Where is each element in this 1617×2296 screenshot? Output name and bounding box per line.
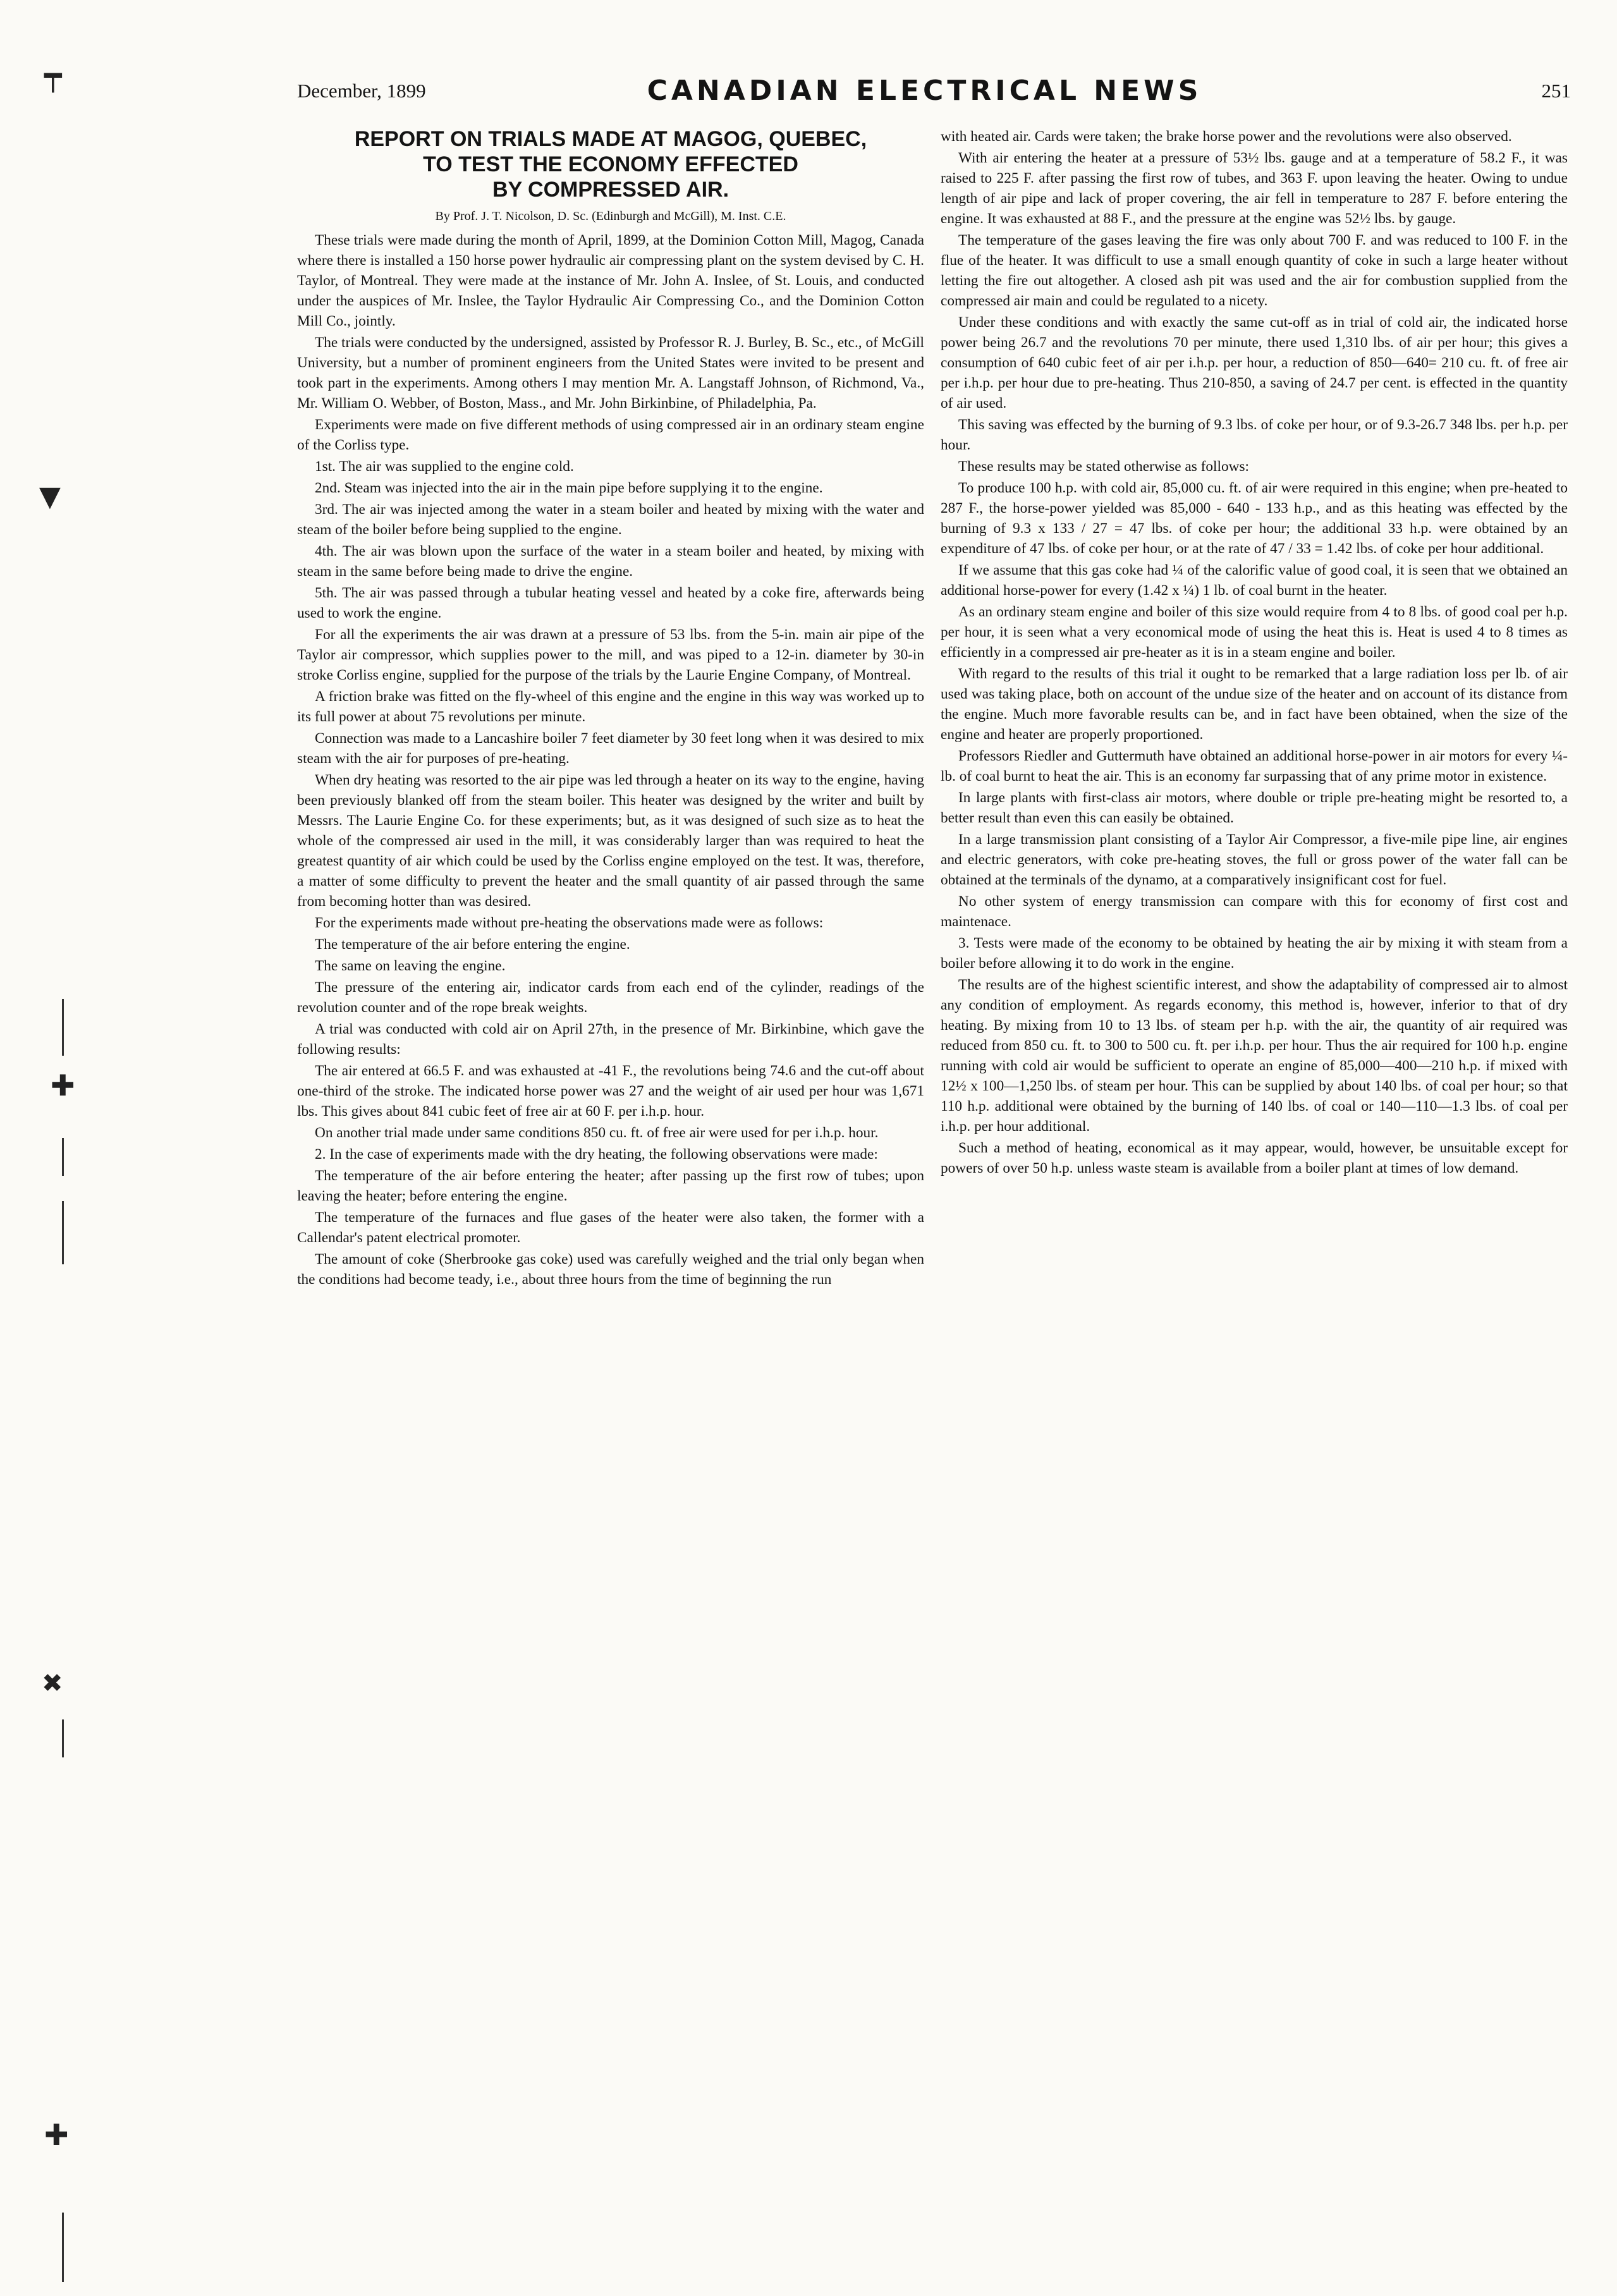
paragraph: No other system of energy transmission can compare with this for economy of first cost and maintenace.	[941, 893, 1568, 930]
paragraph: The temperature of the air before entering the engine.	[315, 936, 630, 953]
left-column-body	[297, 230, 924, 1290]
paragraph: A trial was conducted with cold air on April 27th, in the presence of Mr. Birkinbine, which gave the following results:	[297, 1021, 924, 1058]
paragraph: With air entering the heater at a pressure of 53½ lbs. gauge and at a temperature of 58.2 F., it was raised to 225 F. after passing the first row of tubes, and 363 F. upon leaving the heater. Owing to undue length of air pipe and lack of proper covering, the air fell in temperature to 287 F. before entering the engine. It was exhausted at 88 F., and the pressure at the engine was 52½ lbs. by gauge.	[941, 150, 1568, 227]
paragraph: 4th. The air was blown upon the surface of the water in a steam boiler and heated, by mixing with steam in the same before being made to drive the engine.	[297, 543, 924, 580]
paragraph: To produce 100 h.p. with cold air, 85,000 cu. ft. of air were required in this engine; when pre-heated to 287 F., the horse-power yielded was 85,000 - 640 - 133 h.p., and as this heating was effected by the burning of 9.3 x 133 / 27 = 47 lbs. of coke per hour; the additional 33 h.p. were obtained by an expenditure of 47 lbs. of coke per hour, or at the rate of 47 / 33 = 1.42 lbs. of coke per hour additional.	[941, 480, 1568, 557]
paragraph: With regard to the results of this trial it ought to be remarked that a large radiation loss per lb. of air used was taking place, both on account of the undue size of the heater and on account of its distance from the engine. Much more favorable results can be, and in fact have been obtained, when the size of the engine and heater are properly proportioned.	[941, 666, 1568, 743]
paragraph: These results may be stated otherwise as follows:	[958, 458, 1249, 475]
paragraph: This saving was effected by the burning of 9.3 lbs. of coke per hour, or of 9.3-26.7 348 lbs. per h.p. per hour.	[941, 417, 1568, 453]
paragraph: The pressure of the entering air, indicator cards from each end of the cylinder, readings of the revolution counter and of the rope break weights.	[297, 979, 924, 1016]
paragraph: The results are of the highest scientific interest, and show the adaptability of compressed air to almost any condition of employment. As regards economy, this method is, however, inferior to that of dry heating. By mixing from 10 to 13 lbs. of steam per h.p. with the air, the quantity of air required was reduced from 850 cu. ft. to 300 to 500 cu. ft. per i.h.p. per hour. Thus the air required for 100 h.p. engine running with cold air would be sufficient to operate an engine of 85,000—400—210 h.p. if mixed with 12½ x 100—1,250 lbs. of steam per hour. This can be supplied by about 140 lbs. of coal per hour; so that 110 h.p. additional were obtained by the burning of 140 lbs. of coal or 140—110—1.3 lbs. of coal per i.h.p. per hour additional.	[941, 977, 1568, 1135]
paragraph: As an ordinary steam engine and boiler of this size would require from 4 to 8 lbs. of good coal per h.p. per hour, it is seen what a very economical mode of using the heat this is. Heat is used 4 to 8 times as efficiently in a compressed air pre-heater as it is in a steam engine and boiler.	[941, 604, 1568, 661]
page-number: 251	[1541, 80, 1571, 102]
paragraph: When dry heating was resorted to the air pipe was led through a heater on its way to the engine, having been previously blanked off from the steam boiler. This heater was designed by the writer and built by Messrs. The Laurie Engine Co. for these experiments; but, as it was designed of such size as to heat the whole of the compressed air used in the mill, it was considerably larger than was required to heat the greatest quantity of air which could be used by the Corliss engine employed on the test. It was, therefore, a matter of some difficulty to prevent the heater and the small quantity of air passed through the same from becoming hotter than was desired.	[297, 772, 924, 910]
page-header	[278, 75, 1571, 113]
paragraph: 2. In the case of experiments made with the dry heating, the following observations were made:	[315, 1146, 878, 1163]
margin-pointer-mark: ▼	[39, 480, 61, 513]
margin-pointer-mark: ✚	[51, 1068, 75, 1102]
margin-rule	[62, 1201, 64, 1264]
paragraph: If we assume that this gas coke had ¼ of the calorific value of good coal, it is seen that we obtained an additional horse-power for every (1.42 x ¼) 1 lb. of coal burnt in the heater.	[941, 562, 1568, 599]
article-title	[297, 126, 924, 202]
paragraph: 1st. The air was supplied to the engine cold.	[315, 458, 574, 475]
margin-cross-mark: ┯	[44, 58, 62, 92]
paragraph: For all the experiments the air was drawn at a pressure of 53 lbs. from the 5-in. main air pipe of the Taylor air compressor, which supplies power to the mill, and was piped to a 12-in. diameter by 30-in stroke Corliss engine, supplied for the purpose of the trials by the Laurie Engine Company, of Montreal.	[297, 626, 924, 683]
paragraph: On another trial made under same conditions 850 cu. ft. of free air were used for per i.h.p. hour.	[315, 1125, 879, 1141]
paragraph: The temperature of the furnaces and flue gases of the heater were also taken, the former with a Callendar's patent electrical promoter.	[297, 1209, 924, 1246]
paragraph: For the experiments made without pre-heating the observations made were as follows:	[315, 915, 824, 931]
margin-rule	[62, 1138, 64, 1176]
paragraph: with heated air. Cards were taken; the brake horse power and the revolutions were also observed.	[941, 128, 1512, 145]
paragraph: 3rd. The air was injected among the water in a steam boiler and heated by mixing with the water and steam of the boiler before being supplied to the engine.	[297, 501, 924, 538]
margin-rule	[62, 2213, 64, 2282]
paragraph: The trials were conducted by the undersigned, assisted by Professor R. J. Burley, B. Sc., etc., of McGill University, but a number of prominent engineers from the United States were invited to be present and took part in the experiments. Among others I may mention Mr. A. Langstaff Johnson, of Richmond, Va., Mr. William O. Webber, of Boston, Mass., and Mr. John Birkinbine, of Philadelphia, Pa.	[297, 334, 924, 412]
title-line: REPORT ON TRIALS MADE AT MAGOG, QUEBEC,	[354, 127, 867, 151]
paragraph: 5th. The air was passed through a tubular heating vessel and heated by a coke fire, afterwards being used to work the engine.	[297, 585, 924, 621]
article-byline: By Prof. J. T. Nicolson, D. Sc. (Edinburgh and McGill), M. Inst. C.E.	[435, 209, 786, 223]
margin-pointer-mark: ✚	[44, 2118, 69, 2152]
paragraph: The amount of coke (Sherbrooke gas coke) used was carefully weighed and the trial only began when the conditions had become teady, i.e., about three hours from the time of beginning the run	[297, 1251, 924, 1288]
right-column-body	[941, 126, 1568, 1178]
margin-rule	[62, 999, 64, 1056]
paragraph: The same on leaving the engine.	[315, 958, 506, 974]
title-line: TO TEST THE ECONOMY EFFECTED	[423, 152, 798, 176]
paragraph: The air entered at 66.5 F. and was exhausted at -41 F., the revolutions being 74.6 and the cut-off about one-third of the stroke. The indicated horse power was 27 and the weight of air used per hour was 1,671 lbs. This gives about 841 cubic feet of free air at 60 F. per i.h.p. hour.	[297, 1063, 924, 1120]
margin-cross-mark: ✖	[42, 1669, 63, 1698]
paragraph: These trials were made during the month of April, 1899, at the Dominion Cotton Mill, Magog, Canada where there is installed a 150 horse power hydraulic air compressing plant on the system devised by C. H. Taylor, of Montreal. They were made at the instance of Mr. John A. Inslee, of St. Louis, and conducted under the auspices of Mr. Inslee, the Taylor Hydraulic Air Compressing Co., and the Dominion Cotton Mill Co., jointly.	[297, 232, 924, 329]
paragraph: In large plants with first-class air motors, where double or triple pre-heating might be resorted to, a better result than even this can easily be obtained.	[941, 790, 1568, 826]
right-column	[941, 126, 1568, 2232]
paragraph: 2nd. Steam was injected into the air in the main pipe before supplying it to the engine.	[315, 480, 823, 496]
paragraph: Professors Riedler and Guttermuth have obtained an additional horse-power in air motors for every ¼-lb. of coal burnt to heat the air. This is an economy far surpassing that of any prime motor in existence.	[941, 748, 1568, 785]
paragraph: The temperature of the air before entering the heater; after passing up the first row of tubes; upon leaving the heater; before entering the engine.	[297, 1168, 924, 1204]
masthead: CANADIAN ELECTRICAL NEWS	[647, 75, 1202, 107]
left-column	[297, 126, 924, 2232]
paragraph: A friction brake was fitted on the fly-wheel of this engine and the engine in this way was worked up to its full power at about 75 revolutions per minute.	[297, 688, 924, 725]
paragraph: Connection was made to a Lancashire boiler 7 feet diameter by 30 feet long when it was desired to mix steam with the air for purposes of pre-heating.	[297, 730, 924, 767]
paragraph: Such a method of heating, economical as it may appear, would, however, be unsuitable except for powers of over 50 h.p. unless waste steam is available from a boiler plant at times of low demand.	[941, 1140, 1568, 1176]
paragraph: Under these conditions and with exactly the same cut-off as in trial of cold air, the indicated horse power being 26.7 and the revolutions 70 per minute, there used 1,310 lbs. of air per hour; this gives a consumption of 640 cubic feet of air per i.h.p. per hour, a reduction of 850—640= 210 cu. ft. of free air per i.h.p. per hour due to pre-heating. Thus 210-850, a saving of 24.7 per cent. is effected in the quantity of air used.	[941, 314, 1568, 412]
paragraph: The temperature of the gases leaving the fire was only about 700 F. and was reduced to 100 F. in the flue of the heater. It was difficult to use a small enough quantity of coke in such a large heater without letting the fire out altogether. A closed ash pit was used and the air for combustion supplied from the compressed air main and could be regulated to a nicety.	[941, 232, 1568, 309]
paragraph: 3. Tests were made of the economy to be obtained by heating the air by mixing it with steam from a boiler before allowing it to do work in the engine.	[941, 935, 1568, 972]
title-line: BY COMPRESSED AIR.	[492, 178, 729, 202]
paragraph: In a large transmission plant consisting of a Taylor Air Compressor, a five-mile pipe line, air engines and electric generators, with coke pre-heating stoves, the full or gross power of the water fall can be obtained at the terminals of the dynamo, at a comparatively insignificant cost for fuel.	[941, 831, 1568, 888]
paragraph: Experiments were made on five different methods of using compressed air in an ordinary steam engine of the Corliss type.	[297, 417, 924, 453]
issue-date: December, 1899	[297, 80, 426, 102]
margin-rule	[62, 1719, 64, 1757]
